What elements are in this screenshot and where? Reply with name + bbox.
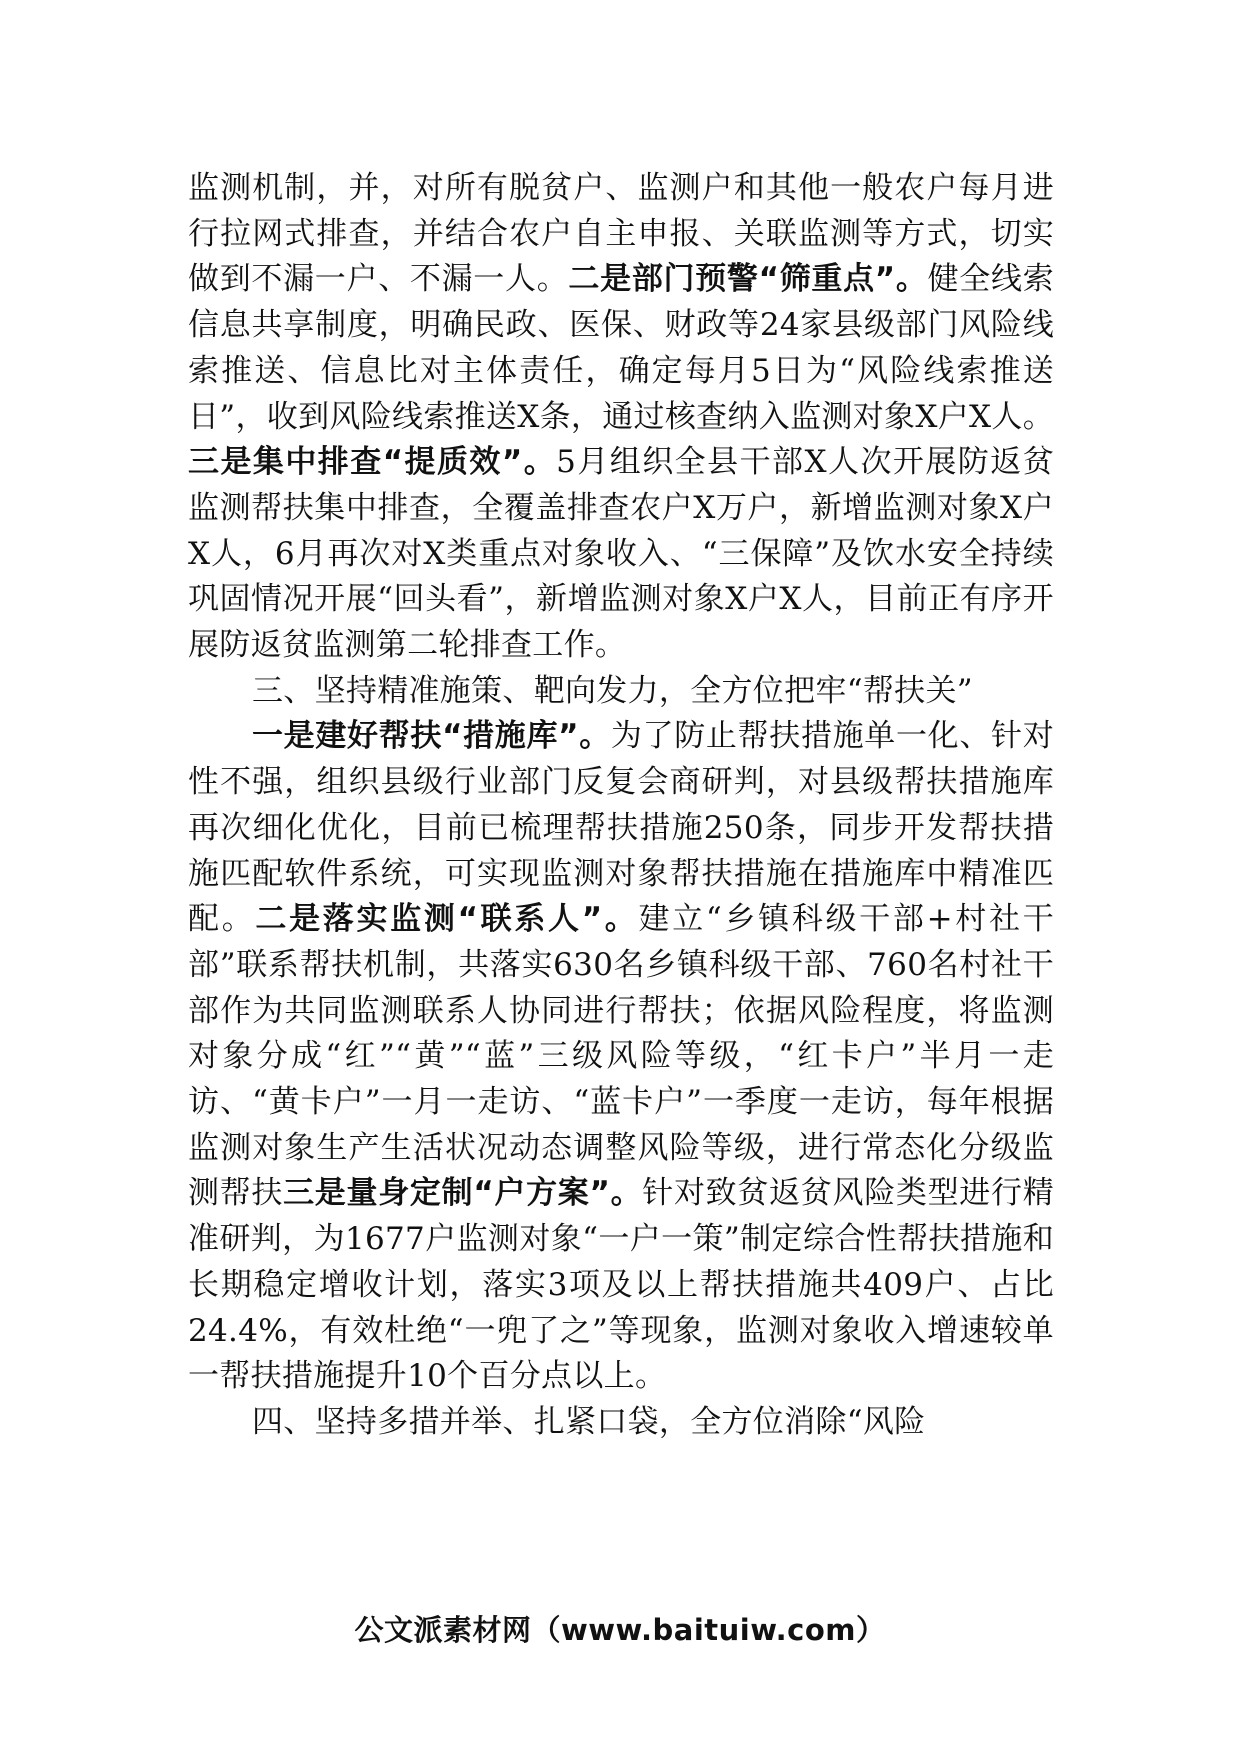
text-run: 监测机制，并，对所有脱贫户、监测户和其他一般农户每月进行拉网式排查，并结合农户自主申报、关联监测等方式，切实做到不漏一户、不漏一人。 bbox=[188, 170, 1054, 298]
bold-heading-run: 三是量身定制“户方案”。 bbox=[283, 1175, 643, 1212]
text-run: 三、坚持精准施策、靶向发力，全方位把牢“帮扶关” bbox=[252, 672, 973, 709]
document-body bbox=[188, 166, 1054, 1446]
text-run: 针对致贫返贫风险类型进行精准研判，为1677户监测对象“一户一策”制定综合性帮扶措施和长期稳定增收计划，落实3项及以上帮扶措施共409户、占比24.4%，有效杜绝“一兜了之”等现象，监测对象收入增速较单一帮扶措施提升10个百分点以上。 bbox=[188, 1175, 1054, 1395]
paragraph bbox=[188, 166, 1054, 669]
bold-heading-run: 二是落实监测“联系人”。 bbox=[255, 901, 639, 938]
bold-heading-run: 一是建好帮扶“措施库”。 bbox=[252, 718, 611, 755]
text-run: 为了防止帮扶措施单一化、针对性不强，组织县级行业部门反复会商研判，对县级帮扶措施库再次细化优化，目前已梳理帮扶措施250条，同步开发帮扶措施匹配软件系统，可实现监测对象帮扶措施在措施库中精准匹配。 bbox=[188, 718, 1054, 938]
paragraph bbox=[188, 1400, 1054, 1446]
text-run: 5月组织全县干部X人次开展防返贫监测帮扶集中排查，全覆盖排查农户X万户，新增监测对象X户X人，6月再次对X类重点对象收入、“三保障”及饮水安全持续巩固情况开展“回头看”，新增监测对象X户X人，目前正有序开展防返贫监测第二轮排查工作。 bbox=[188, 444, 1054, 664]
bold-heading-run: 三是集中排查“提质效”。 bbox=[188, 444, 557, 481]
bold-heading-run: 二是部门预警“筛重点”。 bbox=[568, 261, 928, 298]
paragraph bbox=[188, 669, 1054, 715]
text-run: 四、坚持多措并举、扎紧口袋，全方位消除“风险 bbox=[252, 1403, 926, 1440]
text-run: 建立“乡镇科级干部+村社干部”联系帮扶机制，共落实630名乡镇科级干部、760名村社干部作为共同监测联系人协同进行帮扶；依据风险程度，将监测对象分成“红”“黄”“蓝”三级风险等级，“红卡户”半月一走访、“黄卡户”一月一走访、“蓝卡户”一季度一走访，每年根据监测对象生产生活状况动态调整风险等级，进行常态化分级监测帮扶 bbox=[188, 901, 1054, 1212]
paragraph bbox=[188, 714, 1054, 1400]
text-run: 健全线索信息共享制度，明确民政、医保、财政等24家县级部门风险线索推送、信息比对主体责任，确定每月5日为“风险线索推送日”，收到风险线索推送X条，通过核查纳入监测对象X户X人。 bbox=[188, 261, 1054, 435]
watermark-footer: 公文派素材网（www.baituiw.com） bbox=[354, 1613, 886, 1647]
